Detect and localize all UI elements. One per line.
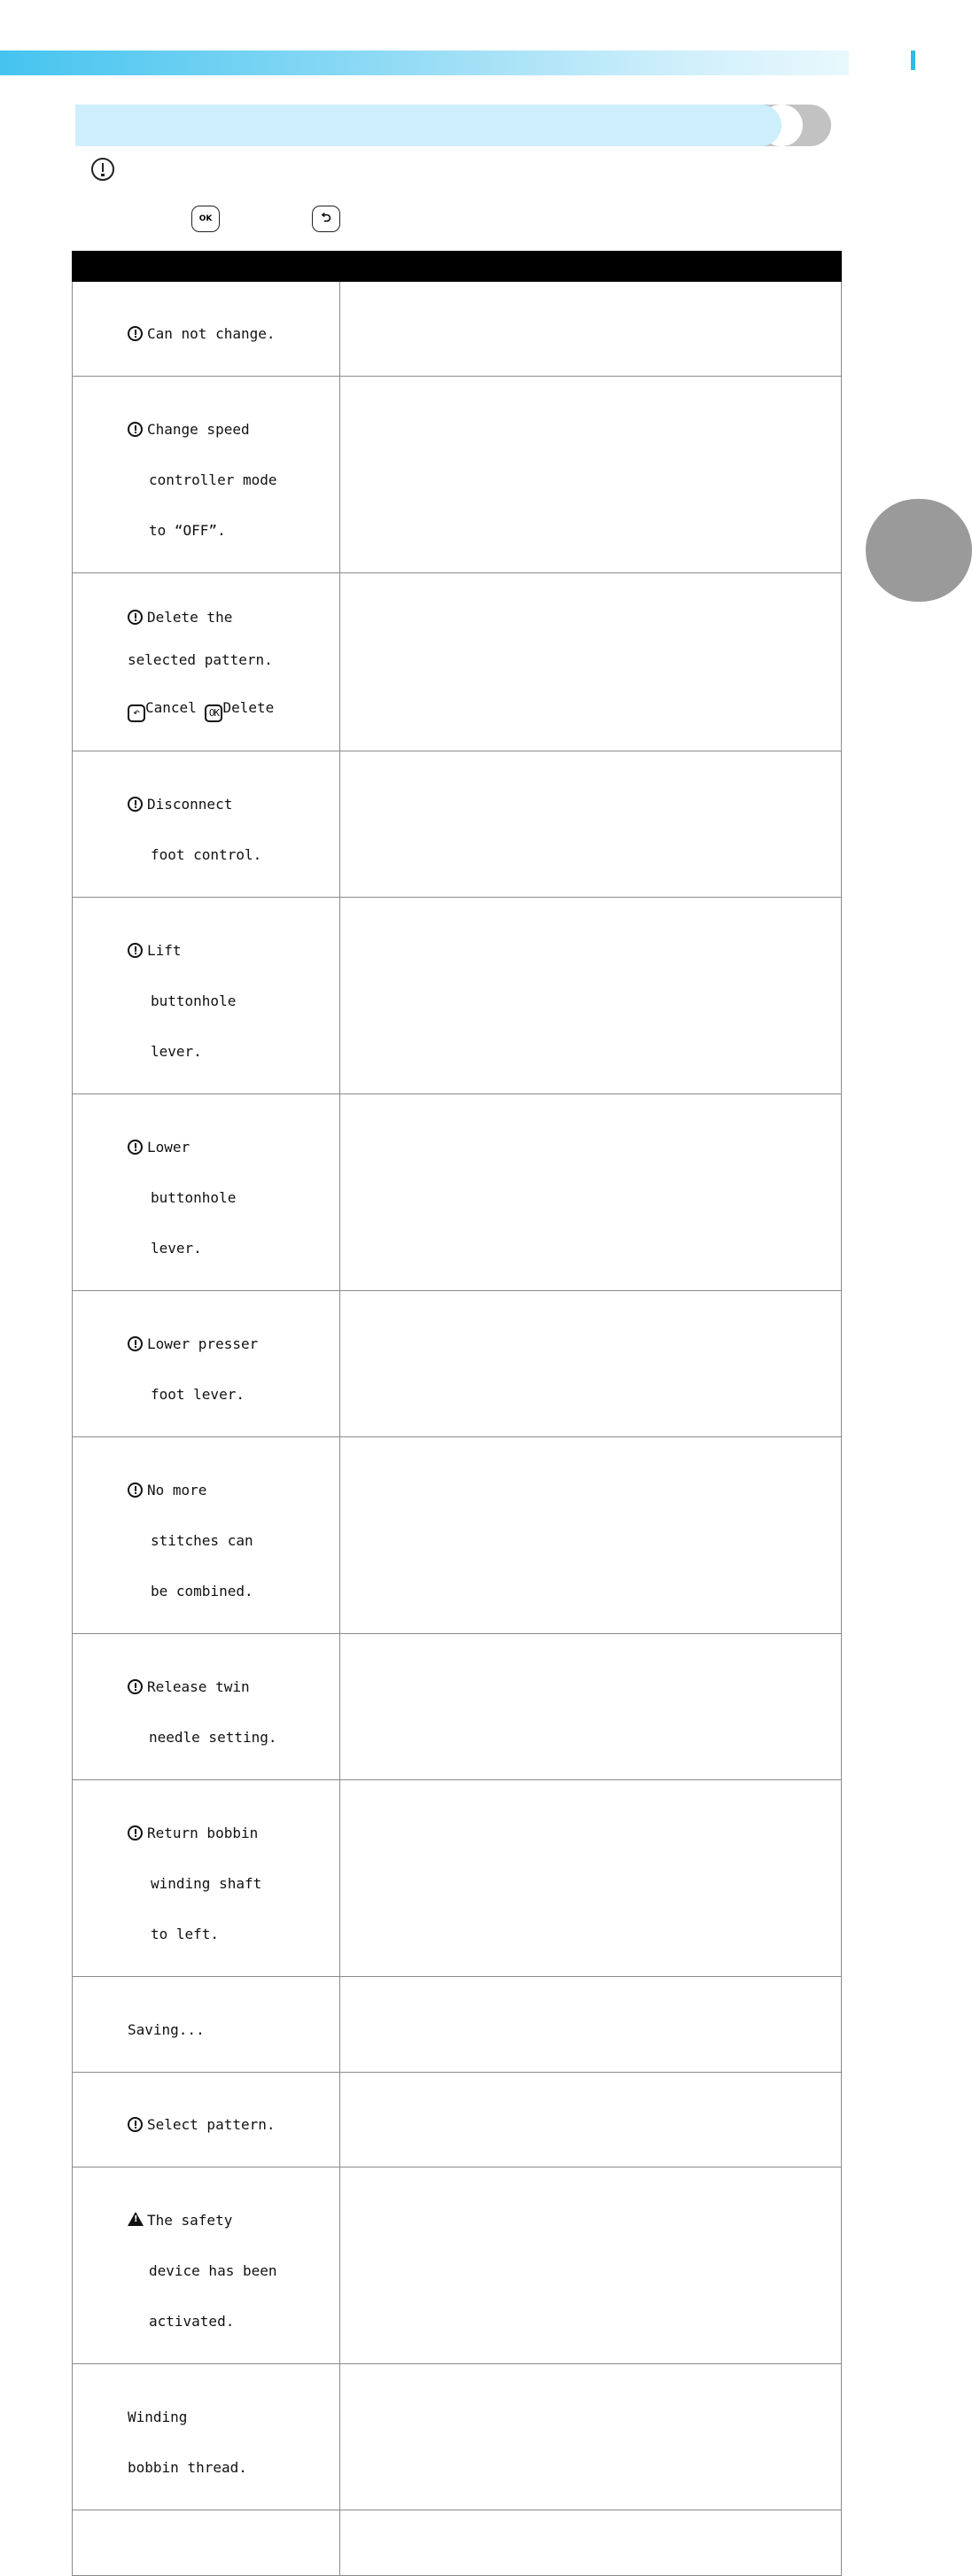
message-cell [73,1291,340,1437]
message-line: Lower [147,1139,191,1156]
cause-cell [340,2510,842,2576]
message-line: lever. [151,1043,202,1060]
alert-icon [128,1483,143,1498]
message-line: foot lever. [151,1386,245,1403]
header-color-band [0,51,849,75]
chapter-side-tab [866,499,972,602]
page-edge-marker [911,51,915,70]
cause-cell [340,1094,842,1291]
section-heading-cap [739,105,781,146]
cause-cell [340,1291,842,1437]
message-line: No more [147,1482,207,1498]
message-cell [73,1094,340,1291]
back-button-icon: ↶ [128,704,145,722]
cause-cell [340,2073,842,2167]
alert-icon [128,1679,143,1694]
warning-triangle-icon [128,2212,144,2226]
message-cell [73,2364,340,2510]
table-row [73,573,842,751]
message-line: controller mode [149,471,277,488]
alert-icon [128,1140,143,1155]
cause-cell [340,751,842,898]
message-line: The safety [147,2212,233,2229]
table-row [73,1780,842,1977]
message-line: Lift [147,942,182,959]
message-line: buttonhole [151,992,237,1009]
message-line: selected pattern. [128,651,273,668]
message-cell [73,282,340,377]
message-line: needle setting. [149,1729,277,1746]
message-cell [73,2510,340,2576]
alert-icon [128,1336,143,1351]
table-row [73,1291,842,1437]
message-cell [73,2167,340,2364]
cause-cell [340,1634,842,1780]
message-line: bobbin thread. [128,2459,247,2476]
table-row [73,1437,842,1634]
ok-button-icon: OK [205,704,222,722]
table-row [73,282,842,377]
message-line: buttonhole [151,1189,237,1206]
table-row [73,898,842,1094]
cause-cell [340,282,842,377]
table-row [73,2073,842,2167]
message-cell [73,751,340,898]
table-row [73,377,842,573]
message-line: lever. [151,1240,202,1257]
alert-icon [128,797,143,812]
cause-cell [340,1977,842,2073]
message-line: Select pattern. [147,2116,276,2133]
message-line: Lower presser [147,1335,259,1352]
table-header-row [73,252,842,282]
table-row [73,2364,842,2510]
cause-cell [340,573,842,751]
message-line: Can not change. [147,325,276,342]
cause-cell [340,2167,842,2364]
back-key-icon: ⮌ [312,206,340,232]
delete-label: Delete [222,699,275,716]
table-row [73,1634,842,1780]
message-line: be combined. [151,1583,253,1599]
alert-icon [128,2117,143,2132]
table-row [73,2167,842,2364]
error-message-table [72,251,842,2576]
message-cell [73,1634,340,1780]
table-row [73,1977,842,2073]
message-line: activated. [149,2313,235,2330]
alert-icon [91,158,114,181]
table-header-message [73,252,340,282]
message-line: device has been [149,2262,277,2279]
message-cell [73,1977,340,2073]
alert-icon [128,943,143,958]
message-line: Delete the [147,609,233,626]
message-cell [73,573,340,751]
ok-key-icon: OK [191,206,220,232]
table-row [73,2510,842,2576]
message-line: Change speed [147,421,250,438]
cause-cell [340,2364,842,2510]
table-row [73,751,842,898]
message-line: to “OFF”. [149,522,226,539]
message-line: winding shaft [151,1875,262,1892]
message-line: to left. [151,1926,220,1942]
message-line: Disconnect [147,796,233,813]
message-cell [73,1780,340,1977]
alert-icon [128,326,143,341]
message-line: Release twin [147,1678,250,1695]
message-line: Winding [128,2409,188,2425]
cause-cell [340,1437,842,1634]
message-cell [73,377,340,573]
message-line: stitches can [151,1532,253,1549]
message-cell [73,1437,340,1634]
alert-icon [128,1825,143,1841]
message-cell [73,2073,340,2167]
alert-icon [128,422,143,437]
table-header-cause [340,252,842,282]
section-heading-band [75,105,781,146]
cause-cell [340,1780,842,1977]
alert-icon [128,610,143,625]
message-line: Return bobbin [147,1825,259,1841]
message-cell [73,898,340,1094]
message-line: Saving... [128,2021,205,2038]
message-line: foot control. [151,846,262,863]
table-row [73,1094,842,1291]
cancel-label: Cancel [145,699,197,716]
cause-cell [340,898,842,1094]
cause-cell [340,377,842,573]
